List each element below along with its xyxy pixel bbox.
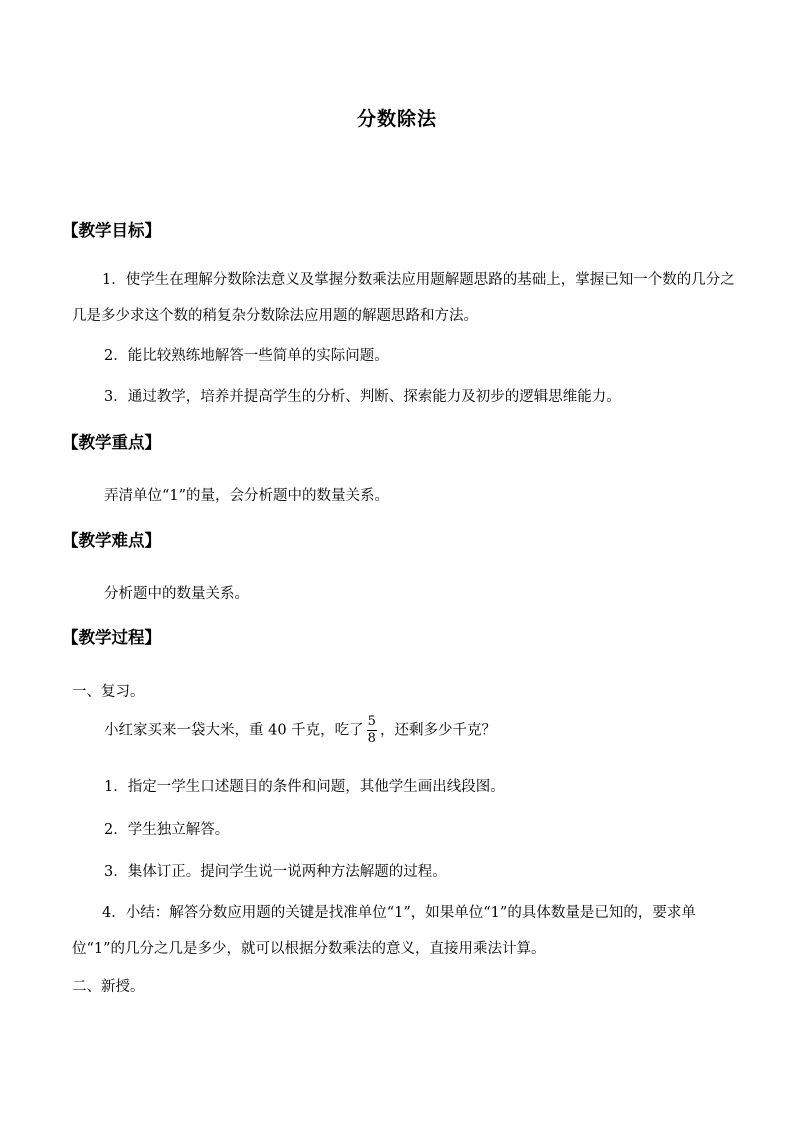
key-points-heading: 【教学重点】 — [62, 433, 161, 452]
objective-item-1: 1．使学生在理解分数除法意义及掌握分数乘法应用题解题思路的基础上，掌握已知一个数的几分之几是多少求这个数的稍复杂分数除法应用题的解题思路和方法。 — [72, 272, 735, 324]
objectives-heading: 【教学目标】 — [62, 221, 161, 240]
new-lesson-label: 二、新授。 — [72, 979, 145, 995]
problem-text-before: 小红家买来一袋大米，重 40 千克，吃了 — [104, 722, 364, 739]
review-label: 一、复习。 — [72, 684, 145, 700]
problem-text-after: ，还剩多少千克？ — [379, 722, 496, 739]
objective-item-2: 2．能比较熟练地解答一些简单的实际问题。 — [104, 348, 389, 364]
fraction-denominator: 8 — [367, 731, 376, 746]
objective-item-3: 3．通过教学，培养并提高学生的分析、判断、探索能力及初步的逻辑思维能力。 — [104, 389, 621, 405]
fraction-five-eighths — [367, 715, 377, 746]
review-step-3: 3．集体订正。提问学生说一说两种方法解题的过程。 — [104, 864, 447, 880]
review-step-4: 4．小结：解答分数应用题的关键是找准单位“1”，如果单位“1”的具体数量是已知的，要求单位“1”的几分之几是多少，就可以根据分数乘法的意义，直接用乘法计算。 — [72, 905, 696, 957]
difficulties-text: 分析题中的数量关系。 — [104, 586, 249, 602]
fraction-numerator: 5 — [367, 714, 376, 729]
difficulties-heading: 【教学难点】 — [62, 531, 161, 550]
review-problem — [104, 715, 496, 746]
review-step-2: 2．学生独立解答。 — [104, 822, 230, 838]
process-heading: 【教学过程】 — [62, 628, 161, 647]
key-points-text: 弄清单位“1”的量，会分析题中的数量关系。 — [104, 488, 390, 504]
page-title: 分数除法 — [356, 108, 437, 130]
review-step-1: 1．指定一学生口述题目的条件和问题，其他学生画出线段图。 — [104, 779, 505, 795]
